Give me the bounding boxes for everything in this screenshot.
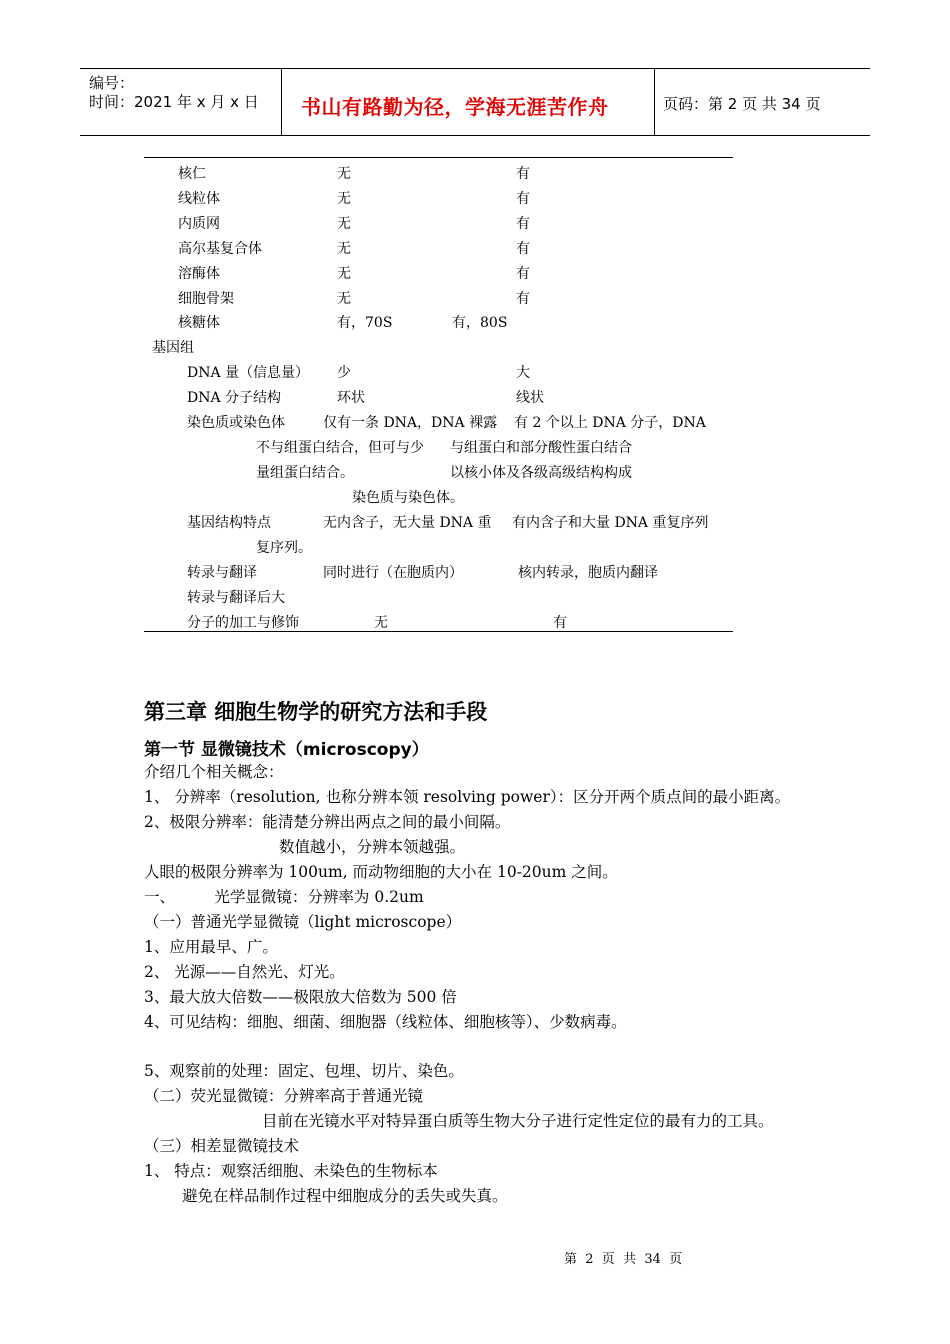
table-cell-feature: 高尔基复合体 bbox=[178, 241, 262, 257]
body-line: 5、观察前的处理：固定、包埋、切片、染色。 bbox=[144, 1062, 464, 1080]
table-cell-prokaryote-cont: 量组蛋白结合。 bbox=[256, 465, 354, 481]
table-cell-prokaryote: 同时进行（在胞质内） bbox=[323, 565, 463, 581]
body-line: 介绍几个相关概念： bbox=[144, 763, 284, 781]
body-line: 人眼的极限分辨率为 100um, 而动物细胞的大小在 10-20um 之间。 bbox=[144, 863, 618, 881]
table-cell-feature: 转录与翻译 bbox=[187, 565, 257, 581]
table-cell-prokaryote: 仅有一条 DNA，DNA 裸露 bbox=[323, 415, 498, 431]
body-line: 避免在样品制作过程中细胞成分的丢失或失真。 bbox=[182, 1187, 508, 1205]
header-divider-right bbox=[654, 68, 655, 135]
table-cell-feature: DNA 量（信息量） bbox=[187, 365, 310, 381]
table-cell-feature: DNA 分子结构 bbox=[187, 390, 282, 406]
table-cell-eukaryote-cont: 染色质与染色体。 bbox=[352, 490, 464, 506]
header-bottom-rule bbox=[80, 135, 870, 136]
table-cell-prokaryote: 无 bbox=[337, 166, 351, 182]
table-cell-prokaryote: 无 bbox=[337, 191, 351, 207]
body-line: 1、 特点：观察活细胞、未染色的生物标本 bbox=[144, 1162, 438, 1180]
header-top-rule bbox=[80, 68, 870, 69]
body-line: 1、应用最早、广。 bbox=[144, 938, 278, 956]
table-cell-eukaryote: 有 bbox=[516, 291, 530, 307]
table-cell-prokaryote: 无 bbox=[337, 291, 351, 307]
table-cell-feature: 染色质或染色体 bbox=[187, 415, 285, 431]
table-cell-eukaryote-cont: 与组蛋白和部分酸性蛋白结合 bbox=[450, 440, 632, 456]
table-bottom-rule bbox=[144, 631, 733, 632]
table-cell-eukaryote: 有 bbox=[516, 241, 530, 257]
header-motto: 书山有路勤为径，学海无涯苦作舟 bbox=[301, 95, 609, 119]
table-cell-eukaryote: 有 bbox=[516, 216, 530, 232]
body-line: 4、可见结构：细胞、细菌、细胞器（线粒体、细胞核等）、少数病毒。 bbox=[144, 1013, 627, 1031]
table-cell-eukaryote: 核内转录，胞质内翻译 bbox=[518, 565, 658, 581]
body-line: 3、最大放大倍数——极限放大倍数为 500 倍 bbox=[144, 988, 457, 1006]
table-cell-feature-cont: 分子的加工与修饰 bbox=[187, 615, 299, 631]
table-cell-prokaryote: 环状 bbox=[337, 390, 365, 406]
table-cell-prokaryote: 少 bbox=[337, 365, 351, 381]
genome-label: 基因组 bbox=[152, 340, 194, 356]
table-cell-prokaryote: 无 bbox=[337, 216, 351, 232]
header-page-info: 页码：第 2 页 共 34 页 bbox=[663, 95, 821, 113]
body-line: 数值越小，分辨本领越强。 bbox=[279, 838, 466, 856]
table-cell-feature: 线粒体 bbox=[178, 191, 220, 207]
table-cell-feature: 溶酶体 bbox=[178, 266, 220, 282]
table-cell-eukaryote: 有 bbox=[516, 166, 530, 182]
table-cell-eukaryote: 线状 bbox=[516, 390, 544, 406]
body-line: 2、 光源——自然光、灯光。 bbox=[144, 963, 345, 981]
table-cell-prokaryote-cont: 复序列。 bbox=[256, 540, 312, 556]
header-time-label: 时间：2021 年 x 月 x 日 bbox=[89, 93, 259, 111]
body-line: 1、 分辨率（resolution, 也称分辨本领 resolving power）：区分开两个质点间的最小距离。 bbox=[144, 788, 791, 806]
table-cell-feature: 细胞骨架 bbox=[178, 291, 234, 307]
table-cell-prokaryote: 有，70S bbox=[337, 315, 393, 331]
table-cell-prokaryote: 无 bbox=[374, 615, 388, 631]
table-cell-eukaryote-cont: 以核小体及各级高级结构构成 bbox=[450, 465, 632, 481]
table-cell-feature: 转录与翻译后大 bbox=[187, 590, 285, 606]
table-cell-feature: 内质网 bbox=[178, 216, 220, 232]
table-cell-eukaryote: 有内含子和大量 DNA 重复序列 bbox=[512, 515, 709, 531]
body-line: 2、极限分辨率：能清楚分辨出两点之间的最小间隔。 bbox=[144, 813, 511, 831]
table-cell-prokaryote: 无 bbox=[337, 241, 351, 257]
table-cell-eukaryote: 大 bbox=[516, 365, 530, 381]
table-cell-eukaryote: 有，80S bbox=[452, 315, 508, 331]
page-footer: 第 2 页 共 34 页 bbox=[564, 1252, 683, 1267]
table-cell-prokaryote: 无 bbox=[337, 266, 351, 282]
section-title: 第一节 显微镜技术（microscopy） bbox=[144, 740, 429, 760]
table-cell-prokaryote: 无内含子，无大量 DNA 重 bbox=[323, 515, 492, 531]
header-divider-left bbox=[281, 68, 282, 135]
table-cell-eukaryote: 有 2 个以上 DNA 分子，DNA bbox=[514, 415, 706, 431]
table-cell-feature: 核糖体 bbox=[178, 315, 220, 331]
table-cell-eukaryote: 有 bbox=[553, 615, 567, 631]
chapter-title: 第三章 细胞生物学的研究方法和手段 bbox=[144, 700, 488, 724]
header-number-label: 编号： bbox=[89, 74, 135, 92]
table-cell-eukaryote: 有 bbox=[516, 266, 530, 282]
table-top-rule bbox=[144, 157, 733, 158]
body-line: 目前在光镜水平对特异蛋白质等生物大分子进行定性定位的最有力的工具。 bbox=[262, 1112, 774, 1130]
body-line: （一）普通光学显微镜（light microscope） bbox=[144, 913, 462, 931]
table-cell-feature: 基因结构特点 bbox=[187, 515, 271, 531]
table-cell-prokaryote-cont: 不与组蛋白结合，但可与少 bbox=[256, 440, 424, 456]
table-cell-feature: 核仁 bbox=[178, 166, 206, 182]
body-line: （三）相差显微镜技术 bbox=[144, 1137, 300, 1155]
body-line: （二）荧光显微镜：分辨率高于普通光镜 bbox=[144, 1087, 424, 1105]
body-line: 一、 光学显微镜：分辨率为 0.2um bbox=[144, 888, 424, 906]
table-cell-eukaryote: 有 bbox=[516, 191, 530, 207]
